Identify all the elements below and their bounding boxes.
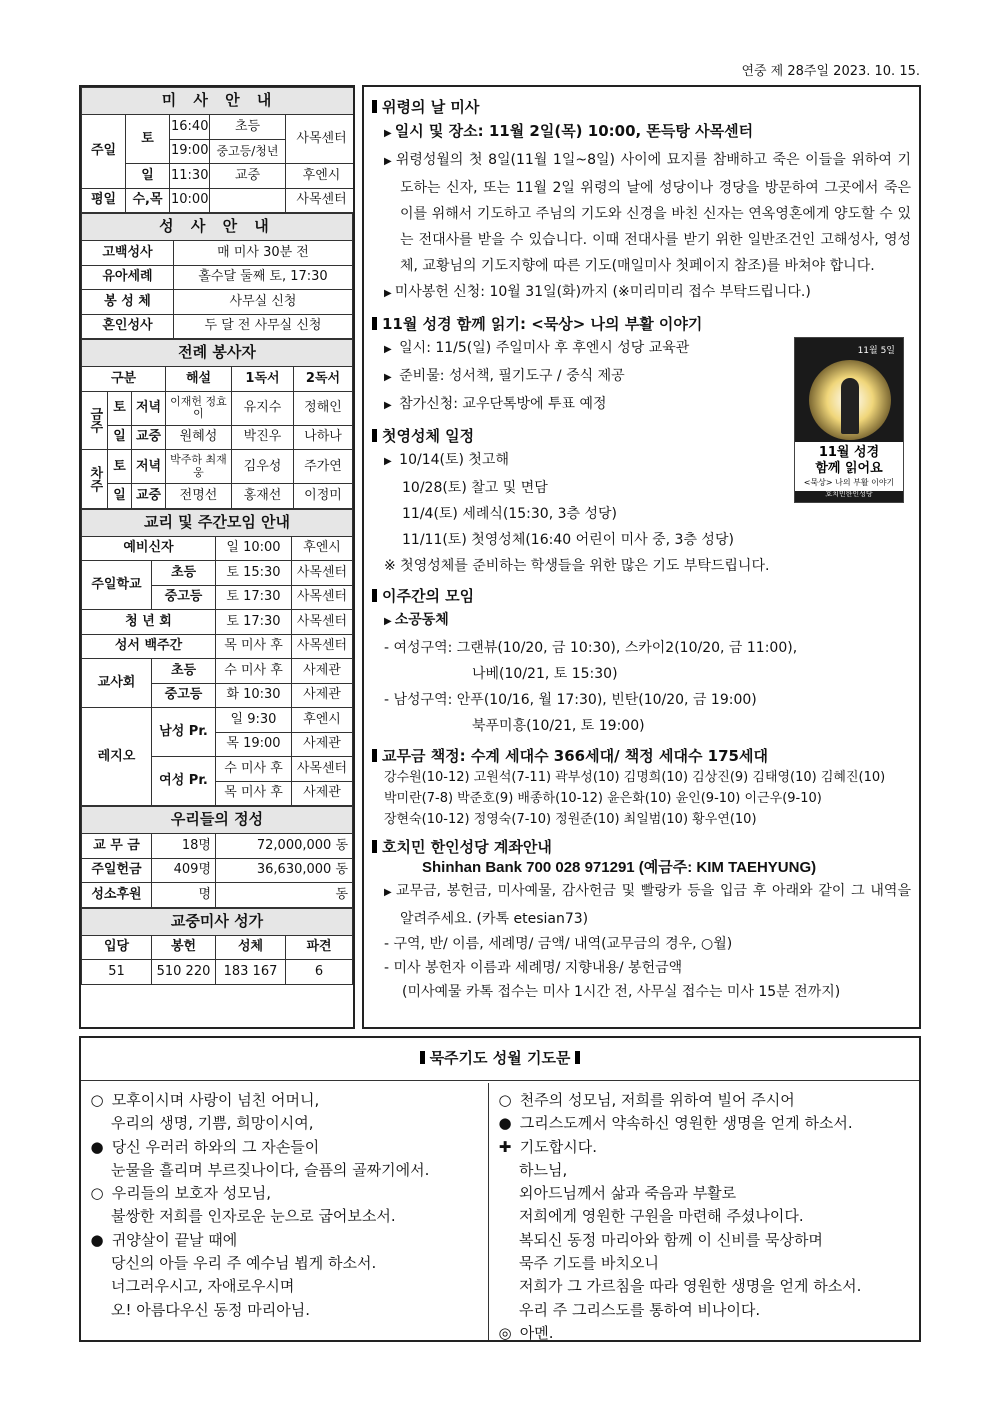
offering-count: 18명 <box>152 834 216 859</box>
week-label: 금주 <box>82 391 108 450</box>
prayer-text: 우리의 생명, 기쁨, 희망이시여, <box>111 1114 314 1133</box>
sacrament-key: 혼인성사 <box>82 314 174 339</box>
rosary-prayer-box <box>79 1036 921 1342</box>
prayer-text: 외아드님께서 삶과 죽음과 부활로 <box>519 1184 737 1203</box>
prayer-line <box>87 1089 482 1112</box>
book-cover-image <box>794 337 904 503</box>
main-label: 교중 <box>132 425 166 450</box>
triangle-icon: ▶ <box>384 372 392 383</box>
sat-label: 토 <box>108 391 132 425</box>
server-name: 정해인 <box>294 391 353 425</box>
mass-title: 미 사 안 내 <box>82 88 356 115</box>
small-community-text: 소공동체 <box>394 612 449 628</box>
prayer-text: 오! 아름다우신 동정 마리아님. <box>111 1300 310 1319</box>
prayer-line <box>87 1205 482 1228</box>
server-name: 박주하 최재웅 <box>166 450 232 484</box>
section-title <box>372 745 911 767</box>
bullet-square-icon <box>420 1051 425 1064</box>
song-number: 183 167 <box>216 960 286 985</box>
mass-place: 사목센터 <box>286 115 356 164</box>
sacrament-value: 두 달 전 사무실 신청 <box>174 314 353 339</box>
sacrament-key: 유아세례 <box>82 265 174 290</box>
servers-head: 구분 <box>82 367 166 392</box>
catechism-key: 초등 <box>152 561 216 586</box>
prayer-line <box>495 1089 913 1112</box>
prayer-line <box>495 1205 913 1228</box>
account-body <box>372 878 911 932</box>
catechism-place: 사목센터 <box>292 561 353 586</box>
prayer-line <box>87 1229 482 1252</box>
meeting-line: 북푸미흥(10/21, 토 19:00) <box>472 718 645 734</box>
server-name: 전명선 <box>166 484 232 509</box>
offering-key: 주일헌금 <box>82 858 152 883</box>
legio-label: 레지오 <box>82 708 152 806</box>
catechism-place: 사목센터 <box>292 757 353 782</box>
prayer-text: 당신의 아들 우리 주 예수님 뵙게 하소서. <box>111 1254 377 1273</box>
bible-line-text: 일시: 11/5(일) 주일미사 후 후엔시 성당 교육관 <box>399 340 690 356</box>
prayer-line <box>495 1112 913 1135</box>
catechism-time: 수 미사 후 <box>216 659 292 684</box>
book-title-line: 11월 성경 <box>818 445 880 460</box>
prayer-marker-icon: ● <box>90 1137 104 1156</box>
offering-key: 성소후원 <box>82 883 152 908</box>
wedthu-label: 수,목 <box>126 188 170 213</box>
sat-label: 토 <box>108 450 132 484</box>
sacrament-value: 사무실 신청 <box>174 290 353 315</box>
mass-time: 10:00 <box>170 188 210 213</box>
server-name: 이정미 <box>294 484 353 509</box>
prayer-title <box>81 1038 919 1081</box>
offering-count: 409명 <box>152 858 216 883</box>
prayer-left-column <box>81 1083 489 1340</box>
prayer-line <box>495 1136 913 1159</box>
offering-amount: 36,630,000 동 <box>216 858 353 883</box>
prayer-right-column <box>489 1083 919 1340</box>
catechism-time: 목 19:00 <box>216 732 292 757</box>
catechism-key: 성서 백주간 <box>82 634 216 659</box>
catechism-time: 화 10:30 <box>216 683 292 708</box>
memorial-body-text: 위령성월의 첫 8일(11월 1일~8일) 사이에 묘지를 참배하고 죽은 이들을 위하여 기도하는 신자, 또는 11월 2일 위령의 날에 성당이나 경당을 방문하여 그곳에서 죽은 이를 위해서 기도하고 주님의 기도와 신경을 바친 신자는 연옥영혼에게 양도할 수 있는 전대사를 받을 수 있습니다. 이때 전대사를 받기 위한 일반조건인 고해성사, 영성체, 교황님의 기도지향에 따른 기도(매일미사 첫페이지 참조)를 바쳐야 합니다. <box>395 152 911 274</box>
prayer-text: 천주의 성모님, 저희를 위하여 빌어 주시어 <box>519 1091 795 1109</box>
bible-line-text: 준비물: 성서책, 필기도구 / 중식 제공 <box>399 368 625 384</box>
book-date: 11월 5일 <box>857 346 895 356</box>
mass-place: 사목센터 <box>286 188 356 213</box>
prayer-line <box>87 1252 482 1275</box>
memorial-body <box>372 147 911 279</box>
songs-title: 교중미사 성가 <box>82 908 353 935</box>
triangle-icon: ▶ <box>384 400 392 411</box>
server-name: 이재헌 정효이 <box>166 391 232 425</box>
book-publisher: 호치민한인성당 <box>825 490 873 498</box>
songs-head: 입당 <box>82 935 152 960</box>
prayer-text: 우리들의 보호자 성모님, <box>111 1184 271 1203</box>
prayer-text: 눈물을 흘리며 부르짖나이다, 슬픔의 골짜기에서. <box>111 1160 430 1179</box>
catechism-time: 토 15:30 <box>216 561 292 586</box>
sat-label: 토 <box>126 115 170 164</box>
prayer-marker-icon: ○ <box>90 1091 104 1109</box>
account-line: (미사예물 카톡 접수는 미사 1시간 전, 사무실 접수는 미사 15분 전까지) <box>402 984 841 1000</box>
catechism-place: 사제관 <box>292 659 353 684</box>
meeting-line: 나베(10/21, 토 15:30) <box>472 666 618 682</box>
triangle-icon: ▶ <box>384 616 392 627</box>
catechism-key: 청 년 회 <box>82 610 216 635</box>
section-title <box>372 585 911 607</box>
prayer-marker-icon: ● <box>498 1114 512 1133</box>
male-pr-label: 남성 Pr. <box>152 708 216 757</box>
bullet-square-icon <box>372 317 377 330</box>
prayer-line <box>87 1275 482 1298</box>
communion-line: 10/28(토) 찰고 및 면담 <box>402 480 548 496</box>
account-line: - 미사 봉헌자 이름과 세례명/ 지향내용/ 봉헌금액 <box>384 960 683 976</box>
sundayschool-label: 주일학교 <box>82 561 152 610</box>
server-name: 주가연 <box>294 450 353 484</box>
prayer-marker-icon: ○ <box>90 1184 104 1203</box>
servers-table <box>81 339 353 509</box>
catechism-time: 토 17:30 <box>216 585 292 610</box>
prayer-line <box>495 1275 913 1298</box>
offering-count: 명 <box>152 883 216 908</box>
mass-place: 후엔시 <box>286 164 356 189</box>
mass-table <box>81 87 355 213</box>
song-number: 51 <box>82 960 152 985</box>
catechism-place: 사제관 <box>292 683 353 708</box>
prayer-line <box>495 1159 913 1182</box>
sacrament-key: 봉 성 체 <box>82 290 174 315</box>
sacrament-title: 성 사 안 내 <box>82 214 353 241</box>
mass-time: 11:30 <box>170 164 210 189</box>
meeting-line: - 남성구역: 안푸(10/16, 월 17:30), 빈탄(10/20, 금 19:00) <box>384 692 757 708</box>
sunday-label: 주일 <box>82 115 126 189</box>
triangle-icon: ▶ <box>384 128 392 139</box>
prayer-text: 당신 우러러 하와의 그 자손들이 <box>111 1137 320 1156</box>
catechism-key: 중고등 <box>152 683 216 708</box>
catechism-time: 일 10:00 <box>216 536 292 561</box>
prayer-line <box>87 1136 482 1159</box>
prayer-text: 모후이시며 사랑이 넘친 어머니, <box>111 1091 320 1109</box>
mass-group: 교중 <box>210 164 286 189</box>
section-title <box>372 836 911 858</box>
bullet-square-icon <box>372 100 377 113</box>
catechism-key: 중고등 <box>152 585 216 610</box>
account-body-text: 교무금, 봉헌금, 미사예물, 감사헌금 및 빨랑카 등을 입금 후 아래와 같이 그 내역을 알려주세요. (카톡 etesian73) <box>395 883 911 927</box>
server-name: 김우성 <box>232 450 294 484</box>
prayer-line <box>495 1229 913 1252</box>
catechism-time: 토 17:30 <box>216 610 292 635</box>
prayer-line <box>495 1322 913 1345</box>
sacrament-table <box>81 213 353 339</box>
catechism-place: 후엔시 <box>292 536 353 561</box>
section-title-text: 이주간의 모임 <box>382 587 475 605</box>
sun-label: 일 <box>108 425 132 450</box>
song-number: 510 220 <box>152 960 216 985</box>
servers-head: 1독서 <box>232 367 294 392</box>
mass-time: 19:00 <box>170 139 210 164</box>
female-pr-label: 여성 Pr. <box>152 757 216 806</box>
songs-head: 파견 <box>286 935 353 960</box>
memorial-when <box>372 118 911 147</box>
server-name: 원혜성 <box>166 425 232 450</box>
songs-table <box>81 908 353 985</box>
prayer-marker-icon: ✚ <box>498 1137 512 1156</box>
donor-list: 강수원(10-12) 고원석(7-11) 곽부성(10) 김명희(10) 김상진(9) 김태영(10) 김혜진(10) <box>384 770 886 785</box>
prayer-text: 기도합시다. <box>519 1137 597 1156</box>
sacrament-key: 고백성사 <box>82 241 174 266</box>
prayer-text: 귀양살이 끝날 때에 <box>111 1230 238 1249</box>
prayer-text: 묵주 기도를 바치오니 <box>519 1254 659 1273</box>
prayer-line <box>87 1112 482 1135</box>
prayer-line <box>495 1182 913 1205</box>
server-name: 나하나 <box>294 425 353 450</box>
prayer-line <box>87 1299 482 1322</box>
catechism-place: 사목센터 <box>292 610 353 635</box>
prayer-text: 아멘. <box>519 1323 554 1342</box>
prayer-line <box>87 1159 482 1182</box>
issue-header: 연중 제 28주일 2023. 10. 15. <box>741 64 920 79</box>
bullet-square-icon <box>372 429 377 442</box>
section-title <box>372 96 911 118</box>
communion-line: 11/11(토) 첫영성체(16:40 어린이 미사 중, 3층 성당) <box>402 532 734 548</box>
communion-line-text: 10/14(토) 첫고해 <box>399 452 509 468</box>
song-number: 6 <box>286 960 353 985</box>
catechism-key: 초등 <box>152 659 216 684</box>
main-label: 교중 <box>132 484 166 509</box>
triangle-icon: ▶ <box>384 156 393 167</box>
bullet-square-icon <box>372 749 377 762</box>
prayer-text: 복되신 동정 마리아와 함께 이 신비를 묵상하며 <box>519 1230 823 1249</box>
catechism-key: 예비신자 <box>82 536 216 561</box>
bullet-square-icon <box>575 1051 580 1064</box>
teachers-label: 교사회 <box>82 659 152 708</box>
bullet-square-icon <box>372 840 377 853</box>
right-notices-panel <box>362 85 921 1029</box>
communion-line: 11/4(토) 세례식(15:30, 3층 성당) <box>402 506 618 522</box>
triangle-icon: ▶ <box>384 288 392 299</box>
catechism-place: 사목센터 <box>292 585 353 610</box>
prayer-text: 우리 주 그리스도를 통하여 비나이다. <box>519 1300 761 1319</box>
book-title-line: 함께 읽어요 <box>815 461 883 476</box>
catechism-place: 사제관 <box>292 732 353 757</box>
catechism-title: 교리 및 주간모임 안내 <box>82 509 353 536</box>
prayer-text: 하느님, <box>519 1160 568 1179</box>
section-title-text: 교무금 책정: 수계 세대수 366세대/ 책정 세대수 175세대 <box>382 747 768 765</box>
sacrament-value: 매 미사 30분 전 <box>174 241 353 266</box>
section-title <box>372 313 911 335</box>
offering-table <box>81 806 353 908</box>
triangle-icon: ▶ <box>384 456 392 467</box>
catechism-time: 목 미사 후 <box>216 781 292 806</box>
prayer-text: 불쌍한 저희를 인자로운 눈으로 굽어보소서. <box>111 1207 396 1226</box>
donor-list: 장현숙(10-12) 정영숙(7-10) 정원준(10) 최일범(10) 황우연(10) <box>384 812 757 827</box>
small-community <box>372 607 911 635</box>
catechism-place: 후엔시 <box>292 708 353 733</box>
songs-head: 성체 <box>216 935 286 960</box>
sacrament-value: 홀수달 둘째 토, 17:30 <box>174 265 353 290</box>
songs-head: 봉헌 <box>152 935 216 960</box>
section-title-text: 호치민 한인성당 계좌안내 <box>382 838 552 856</box>
mass-group: 중고등/청년 <box>210 139 286 164</box>
sun-label: 일 <box>126 164 170 189</box>
prayer-text: 너그러우시고, 자애로우시며 <box>111 1277 295 1296</box>
memorial-apply-text: 미사봉헌 신청: 10월 31일(화)까지 (※미리미리 접수 부탁드립니다.) <box>394 284 811 300</box>
server-name: 박진우 <box>232 425 294 450</box>
triangle-icon: ▶ <box>384 344 392 355</box>
figure-silhouette <box>841 378 859 434</box>
eve-label: 저녁 <box>132 391 166 425</box>
section-title-text: 위령의 날 미사 <box>382 98 480 116</box>
servers-head: 해설 <box>166 367 232 392</box>
book-subtitle: <묵상> 나의 부활 이야기 <box>803 478 895 487</box>
catechism-place: 사목센터 <box>292 634 353 659</box>
prayer-marker-icon: ○ <box>498 1091 512 1109</box>
prayer-marker-icon: ◎ <box>498 1323 512 1342</box>
prayer-text: 저희에게 영원한 구원을 마련해 주셨나이다. <box>519 1207 804 1226</box>
prayer-line <box>87 1182 482 1205</box>
sun-label: 일 <box>108 484 132 509</box>
week-label: 차주 <box>82 450 108 509</box>
account-line: - 구역, 반/ 이름, 세례명/ 금액/ 내역(교무금의 경우, ○월) <box>384 936 733 952</box>
meeting-line: - 여성구역: 그랜뷰(10/20, 금 10:30), 스카이2(10/20, 금 11:00), <box>384 640 798 656</box>
mass-group <box>210 188 286 213</box>
eve-label: 저녁 <box>132 450 166 484</box>
offering-amount: 72,000,000 동 <box>216 834 353 859</box>
donor-list: 박미란(7-8) 박준호(9) 배종하(10-12) 윤은화(10) 윤인(9-10) 이근우(9-10) <box>384 791 822 806</box>
bullet-square-icon <box>372 589 377 602</box>
offering-title: 우리들의 정성 <box>82 807 353 834</box>
server-name: 홍재선 <box>232 484 294 509</box>
weekday-label: 평일 <box>82 188 126 213</box>
bible-line-text: 참가신청: 교우단톡방에 투표 예정 <box>399 396 607 412</box>
mass-time: 16:40 <box>170 115 210 140</box>
memorial-when-text: 일시 및 장소: 11월 2일(목) 10:00, 똔득탕 사목센터 <box>394 122 754 140</box>
prayer-title-text: 묵주기도 성월 기도문 <box>429 1049 571 1067</box>
offering-amount: 동 <box>216 883 353 908</box>
catechism-time: 일 9:30 <box>216 708 292 733</box>
bank-account: Shinhan Bank 700 028 971291 (예금주: KIM TAEHYUNG) <box>422 859 817 876</box>
prayer-marker-icon: ● <box>90 1230 104 1249</box>
prayer-line <box>495 1252 913 1275</box>
offering-key: 교 무 금 <box>82 834 152 859</box>
left-info-panel <box>79 85 355 1029</box>
prayer-text: 저희가 그 가르침을 따라 영원한 생명을 얻게 하소서. <box>519 1277 862 1296</box>
servers-title: 전례 봉사자 <box>82 340 353 367</box>
catechism-place: 사제관 <box>292 781 353 806</box>
catechism-time: 목 미사 후 <box>216 634 292 659</box>
catechism-table <box>81 509 353 807</box>
book-title <box>795 442 903 491</box>
prayer-text: 그리스도께서 약속하신 영원한 생명을 얻게 하소서. <box>519 1114 853 1133</box>
communion-note: ※ 첫영성체를 준비하는 학생들을 위한 많은 기도 부탁드립니다. <box>384 558 770 574</box>
triangle-icon: ▶ <box>384 887 393 898</box>
server-name: 유지수 <box>232 391 294 425</box>
catechism-time: 수 미사 후 <box>216 757 292 782</box>
prayer-line <box>495 1299 913 1322</box>
section-title-text: 11월 성경 함께 읽기: <묵상> 나의 부활 이야기 <box>382 315 703 333</box>
section-title-text: 첫영성체 일정 <box>382 427 475 445</box>
servers-head: 2독서 <box>294 367 353 392</box>
memorial-apply <box>372 279 911 307</box>
mass-group: 초등 <box>210 115 286 140</box>
